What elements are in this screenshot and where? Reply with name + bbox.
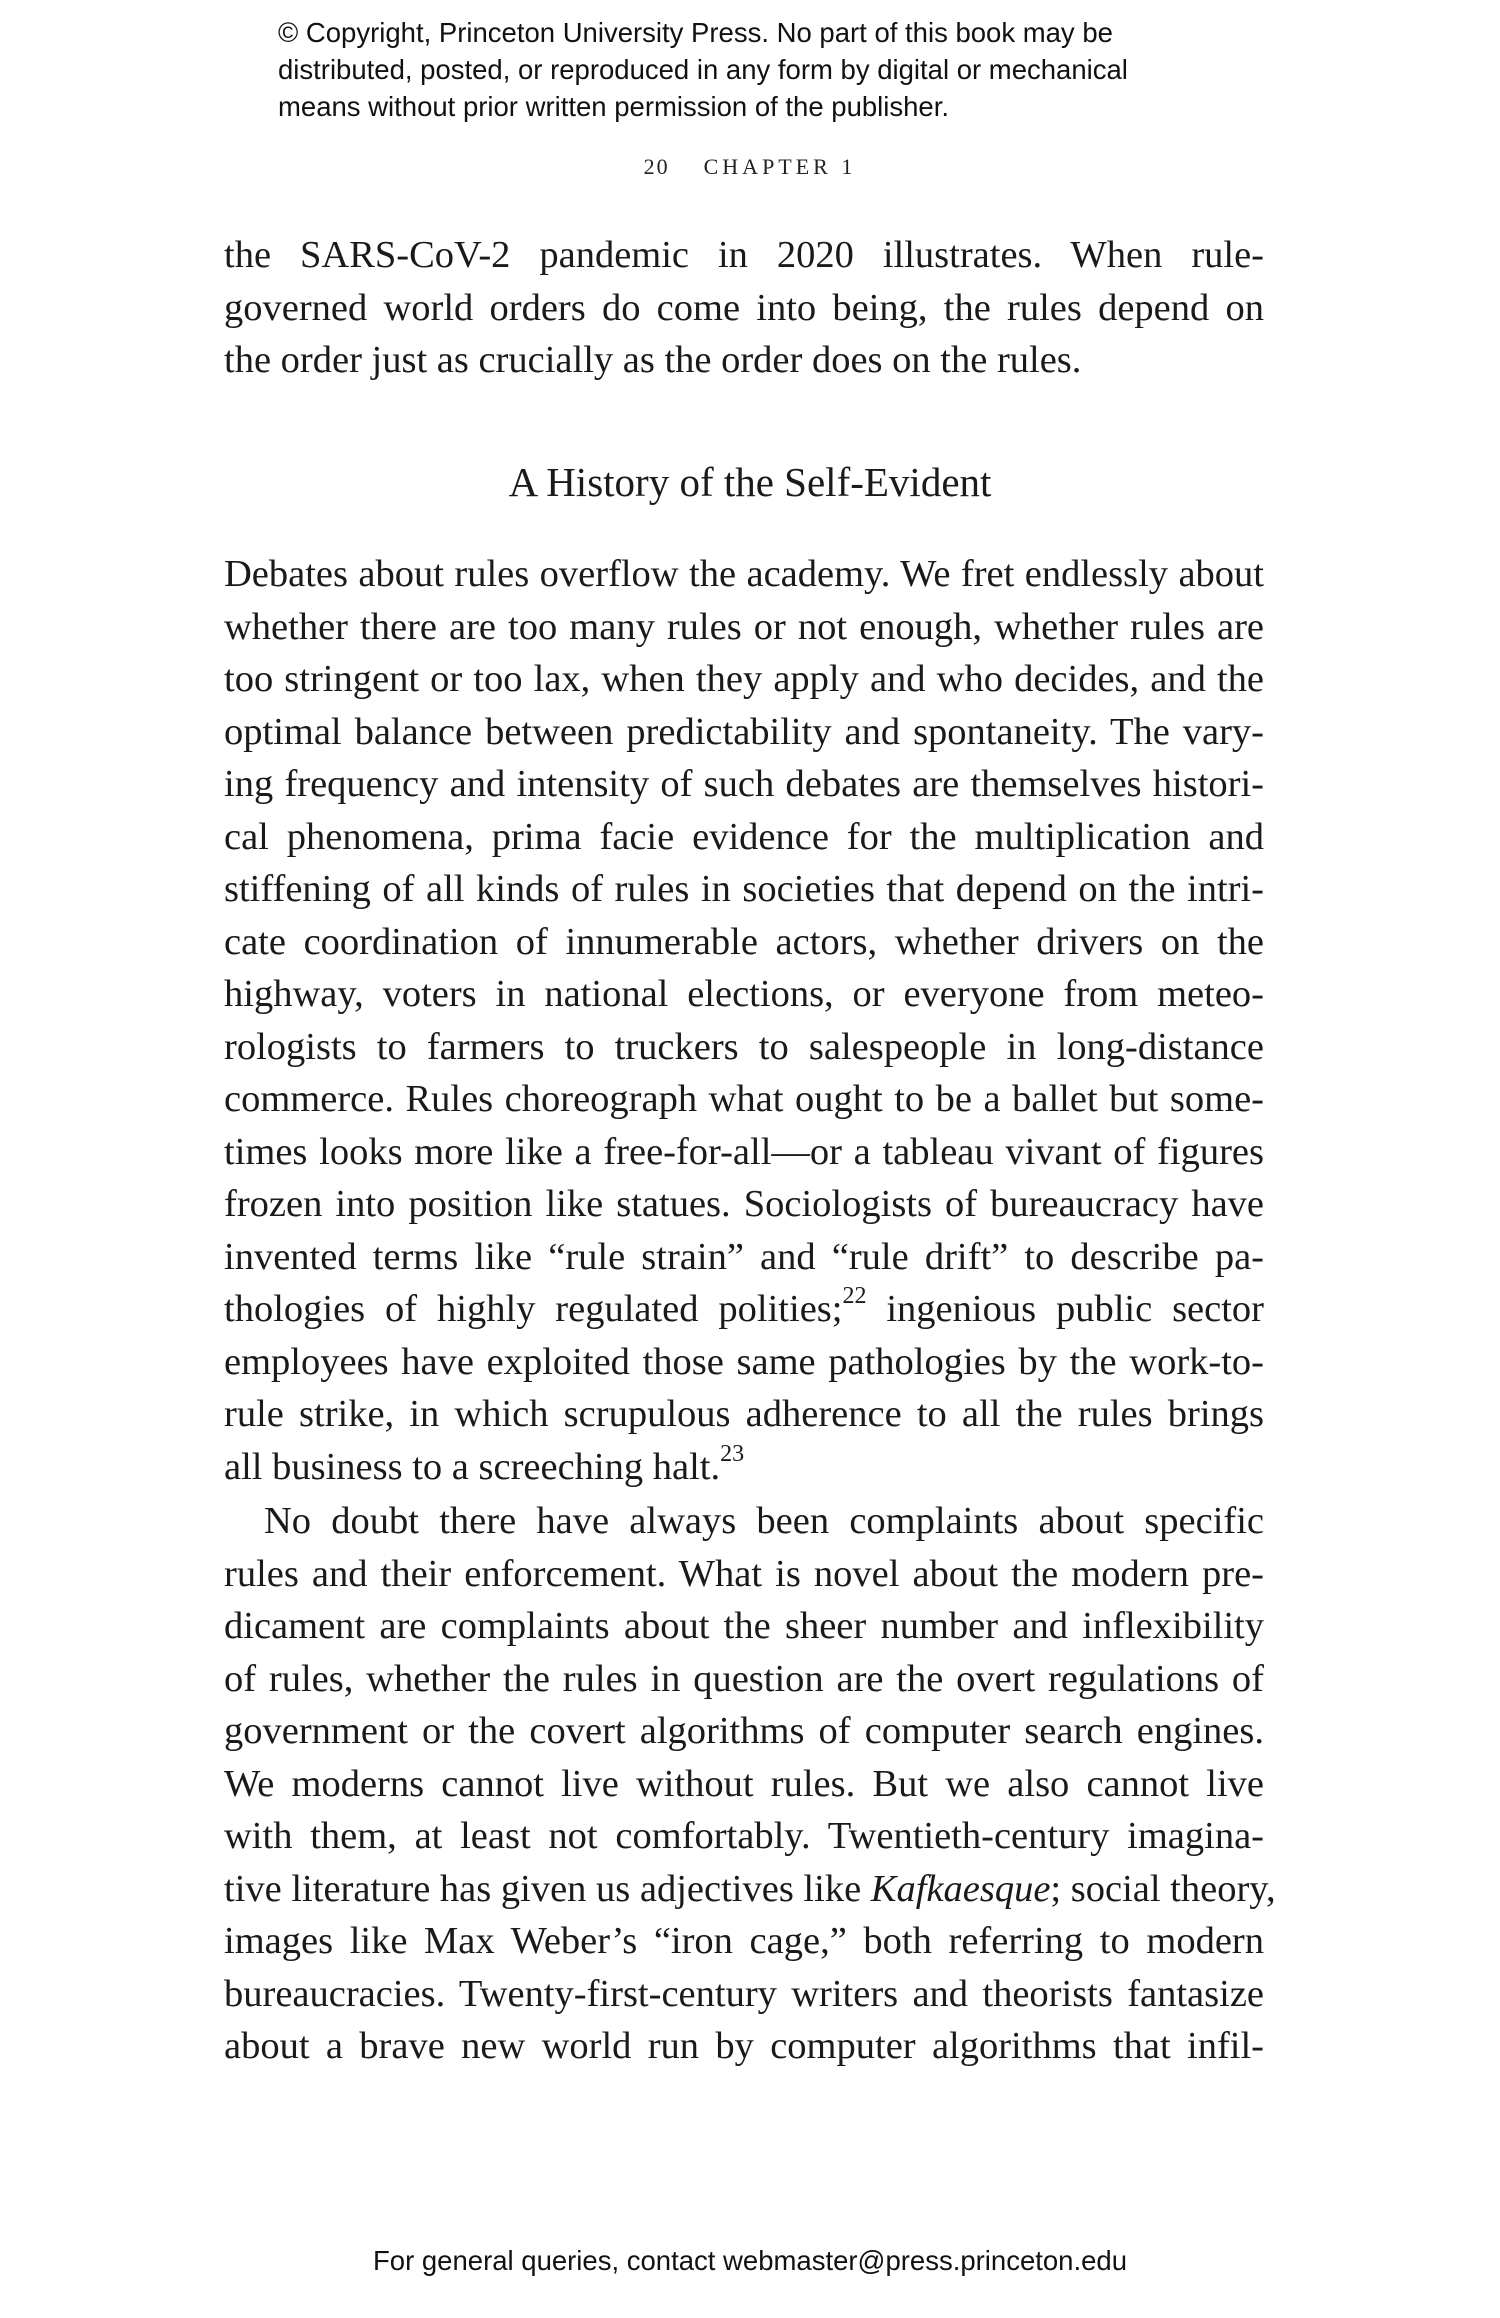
text-line: too stringent or too lax, when they apply and who decides, and the (224, 658, 1264, 700)
text-line: the SARS-CoV-2 pandemic in 2020 illustrates. When rule- (224, 234, 1264, 276)
text-line: stiffening of all kinds of rules in societies that depend on the intri- (224, 868, 1264, 910)
italic-term: Kafkaesque (870, 1867, 1051, 1910)
text-line: with them, at least not comfortably. Twentieth-century imagina- (224, 1815, 1264, 1857)
footnote-ref-22[interactable]: 22 (842, 1283, 867, 1310)
page-number: 20 (643, 154, 670, 179)
section-heading: A History of the Self-Evident (508, 459, 992, 505)
text-line (224, 1441, 1264, 1494)
text-line: rule strike, in which scrupulous adherence to all the rules brings (224, 1393, 1264, 1435)
text-line (224, 1863, 1276, 1916)
text-line: ing frequency and intensity of such debates are themselves histori- (224, 763, 1264, 805)
text-line: dicament are complaints about the sheer number and inflexibility (224, 1605, 1264, 1647)
text-segment: thologies of highly regulated polities; (224, 1288, 843, 1330)
running-head (0, 154, 1500, 180)
text-segment: ; social theory, (1050, 1867, 1276, 1910)
text-line: governed world orders do come into being, the rules depend on (224, 286, 1264, 329)
text-line: of rules, whether the rules in question are the overt regulations of (224, 1657, 1264, 1700)
copyright-line: distributed, posted, or reproduced in any form by digital or mechanical (278, 54, 1128, 85)
copyright-notice (278, 14, 1278, 125)
text-line: rologists to farmers to truckers to salespeople in long-distance (224, 1025, 1264, 1068)
body-paragraph-1 (224, 548, 1264, 1493)
text-line: cal phenomena, prima facie evidence for the multiplication and (224, 815, 1264, 858)
footnote-ref-23[interactable]: 23 (720, 1440, 745, 1467)
text-line: whether there are too many rules or not enough, whether rules are (224, 605, 1264, 648)
chapter-label: CHAPTER 1 (703, 154, 857, 179)
copyright-line: means without prior written permission of the publisher. (278, 91, 950, 122)
text-line: invented terms like “rule strain” and “rule drift” to describe pa- (224, 1235, 1264, 1278)
text-line: times looks more like a free-for-all—or a tableau vivant of figures (224, 1130, 1264, 1173)
text-line: cate coordination of innumerable actors, whether drivers on the (224, 920, 1264, 963)
body-paragraph-2 (224, 1495, 1276, 2073)
text-segment: tive literature has given us adjectives like (224, 1867, 871, 1910)
text-line: optimal balance between predictability and spontaneity. The vary- (224, 710, 1264, 753)
text-segment: ingenious public sector (866, 1288, 1265, 1330)
text-line: We moderns cannot live without rules. But we also cannot live (224, 1762, 1264, 1805)
text-line: frozen into position like statues. Sociologists of bureaucracy have (224, 1183, 1264, 1225)
text-line (224, 1283, 1264, 1336)
text-line: about a brave new world run by computer algorithms that infil- (224, 2025, 1264, 2067)
copyright-line: © Copyright, Princeton University Press. No part of this book may be (278, 17, 1113, 48)
text-line: the order just as crucially as the order does on the rules. (224, 339, 1082, 381)
text-line: Debates about rules overflow the academy. We fret endlessly about (224, 553, 1264, 595)
text-line: bureaucracies. Twenty-first-century writers and theorists fantasize (224, 1972, 1264, 2015)
text-line: rules and their enforcement. What is novel about the modern pre- (224, 1552, 1264, 1595)
text-segment: all business to a screeching halt. (224, 1445, 721, 1488)
text-line: government or the covert algorithms of computer search engines. (224, 1710, 1264, 1752)
intro-paragraph (224, 229, 1264, 387)
text-line: employees have exploited those same pathologies by the work-to- (224, 1340, 1264, 1383)
footer-contact: For general queries, contact webmaster@press.princeton.edu (373, 2245, 1127, 2276)
text-line: commerce. Rules choreograph what ought to be a ballet but some- (224, 1078, 1264, 1120)
text-line: highway, voters in national elections, or everyone from meteo- (224, 973, 1264, 1015)
text-line: images like Max Weber’s “iron cage,” both referring to modern (224, 1920, 1264, 1962)
text-line: No doubt there have always been complaints about specific (264, 1500, 1264, 1542)
